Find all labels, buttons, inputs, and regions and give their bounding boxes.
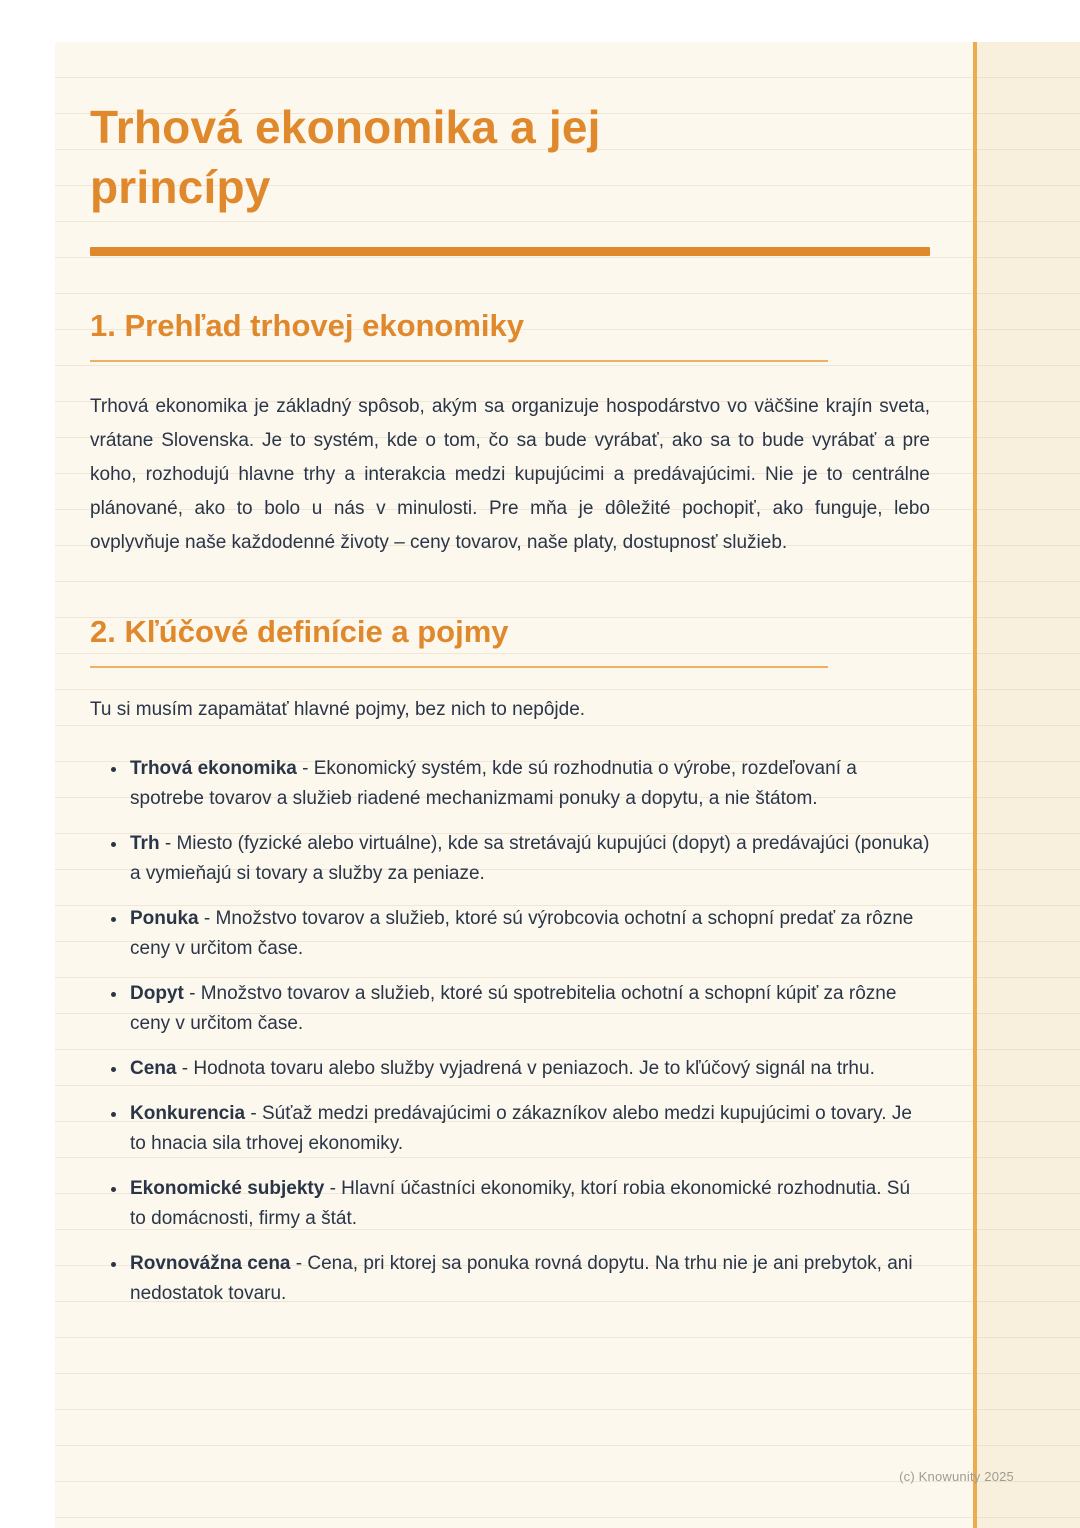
page-title: Trhová ekonomika a jej princípy: [90, 101, 601, 213]
term-definition: - Cena, pri ktorej sa ponuka rovná dopytu. Na trhu nie je ani prebytok, ani nedostatok tovaru.: [130, 1253, 913, 1304]
definitions-list: [90, 754, 930, 1309]
definition-item: [128, 1174, 930, 1234]
definition-item: [128, 829, 930, 889]
definition-item: [128, 1099, 930, 1159]
term-definition: - Hlavní účastníci ekonomiky, ktorí robia ekonomické rozhodnutia. Sú to domácnosti, firmy a štát.: [130, 1178, 911, 1229]
section-2-intro: Tu si musím zapamätať hlavné pojmy, bez nich to nepôjde.: [90, 699, 586, 720]
definition-item: [128, 1249, 930, 1309]
notebook-page: [55, 42, 1080, 1528]
section-1-heading: 1. Prehľad trhovej ekonomiky: [90, 308, 828, 362]
document-content: [90, 42, 930, 1324]
section-2-heading: 2. Kľúčové definície a pojmy: [90, 614, 828, 668]
term-definition: - Súťaž medzi predávajúcimi o zákazníkov alebo medzi kupujúcimi o tovary. Je to hnacia sila trhovej ekonomiky.: [130, 1103, 912, 1154]
term-name: Ekonomické subjekty: [130, 1178, 325, 1199]
term-definition: - Množstvo tovarov a služieb, ktoré sú výrobcovia ochotní a schopní predať za rôzne ceny v určitom čase.: [130, 908, 914, 959]
term-name: Rovnovážna cena: [130, 1253, 291, 1274]
term-definition: - Množstvo tovarov a služieb, ktoré sú spotrebitelia ochotní a schopní kúpiť za rôzne ceny v určitom čase.: [130, 983, 897, 1034]
term-name: Cena: [130, 1058, 177, 1079]
copyright-note: (c) Knowunity 2025: [899, 1469, 1014, 1484]
notebook-margin-line: [973, 42, 1080, 1528]
term-name: Ponuka: [130, 908, 199, 929]
term-name: Konkurencia: [130, 1103, 246, 1124]
term-definition: - Miesto (fyzické alebo virtuálne), kde sa stretávajú kupujúci (dopyt) a predávajúci (ponuka) a vymieňajú si tovary a služby za peniaze.: [130, 833, 930, 884]
term-definition: - Hodnota tovaru alebo služby vyjadrená v peniazoch. Je to kľúčový signál na trhu.: [176, 1058, 875, 1079]
section-1-paragraph: Trhová ekonomika je základný spôsob, akým sa organizuje hospodárstvo vo väčšine krajín sveta, vrátane Slovenska. Je to systém, kde o tom, čo sa bude vyrábať, ako sa to bude vyrábať a pre koho, rozhodujú hlavne trhy a interakcia medzi kupujúcimi a predávajúcimi. Nie je to centrálne plánované, ako to bolo u nás v minulosti. Pre mňa je dôležité pochopiť, ako funguje, lebo ovplyvňuje naše každodenné životy – ceny tovarov, naše platy, dostupnosť služieb.: [90, 396, 930, 553]
definition-item: [128, 904, 930, 964]
definition-item: [128, 1054, 930, 1084]
term-name: Dopyt: [130, 983, 184, 1004]
term-name: Trh: [130, 833, 160, 854]
definition-item: [128, 979, 930, 1039]
definition-item: [128, 754, 930, 814]
term-definition: - Ekonomický systém, kde sú rozhodnutia o výrobe, rozdeľovaní a spotrebe tovarov a služieb riadené mechanizmami ponuky a dopytu, a nie štátom.: [130, 758, 857, 809]
title-divider-rule: [90, 247, 930, 256]
term-name: Trhová ekonomika: [130, 758, 297, 779]
